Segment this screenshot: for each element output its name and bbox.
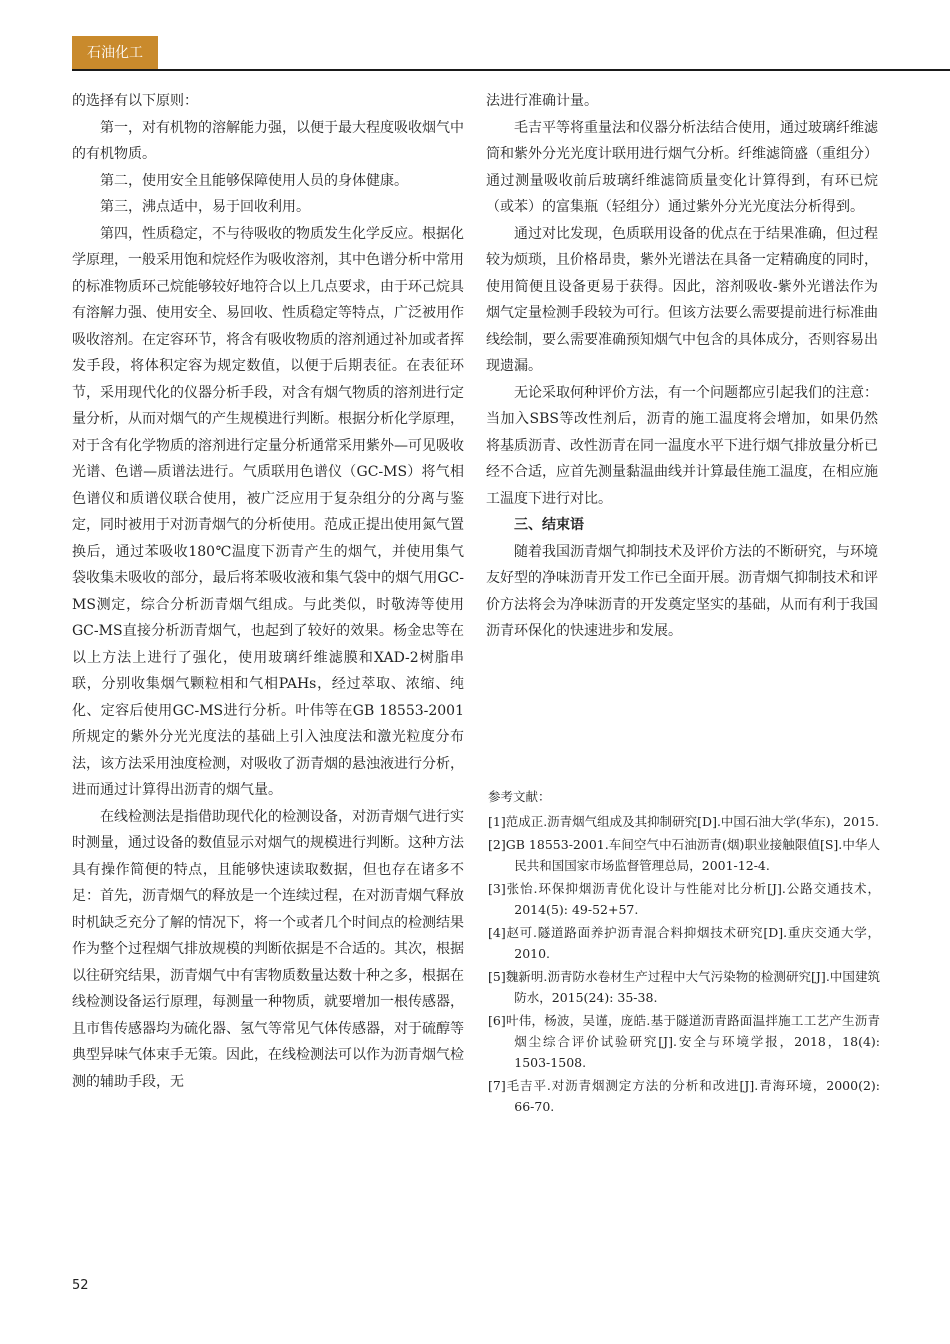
references-title: 参考文献：	[488, 789, 551, 804]
paragraph: 的选择有以下原则：	[72, 93, 198, 109]
reference-item: [7]毛吉平.对沥青烟测定方法的分析和改进[J].青海环境，2000(2): 66-70.	[488, 1078, 880, 1114]
paragraph: 在线检测法是指借助现代化的检测设备，对沥青烟气进行实时测量，通过设备的数值显示对烟气的规模进行判断。这种方法具有操作简便的特点，且能够快速读取数据，但也存在诸多不足：首先，沥青烟气的释放是一个连续过程，在对沥青烟气释放时机缺乏充分了解的情况下，将一个或者几个时间点的检测结果作为整个过程烟气排放规模的判断依据是不合适的。其次，根据以往研究结果，沥青烟气中有害物质数量达数十种之多，根据在线检测设备运行原理，每测量一种物质，就要增加一根传感器，且市售传感器均为硫化器、氢气等常见气体传感器，对于硫醇等典型异味气体束手无策。因此，在线检测法可以作为沥青烟气检测的辅助手段，无	[72, 808, 464, 1090]
page-number: 52	[72, 1278, 89, 1293]
header-rule	[72, 69, 950, 71]
paragraph: 毛吉平等将重量法和仪器分析法结合使用，通过玻璃纤维滤筒和紫外分光光度计联用进行烟气分析。纤维滤筒盛（重组分）通过测量吸收前后玻璃纤维滤筒质量变化计算得到，有环已烷（或苯）的富集瓶（轻组分）通过紫外分光光度法分析得到。	[486, 119, 878, 215]
right-text-column	[486, 88, 878, 645]
paragraph: 第一，对有机物的溶解能力强，以便于最大程度吸收烟气中的有机物质。	[72, 119, 464, 162]
section-heading: 三、结束语	[514, 517, 584, 533]
reference-item: [1]范成正.沥青烟气组成及其抑制研究[D].中国石油大学(华东)，2015.	[488, 814, 879, 829]
paragraph: 第四，性质稳定，不与待吸收的物质发生化学反应。根据化学原理，一般采用饱和烷烃作为吸收溶剂，其中色谱分析中常用的标准物质环己烷能够较好地符合以上几点要求，由于环己烷具有溶解力强、使用安全、易回收、性质稳定等特点，广泛被用作吸收溶剂。在定容环节，将含有吸收物质的溶剂通过补加或者挥发手段，将体积定容为规定数值，以便于后期表征。在表征环节，采用现代化的仪器分析手段，对含有烟气物质的溶剂进行定量分析，从而对烟气的产生规模进行判断。根据分析化学原理，对于含有化学物质的溶剂进行定量分析通常采用紫外—可见吸收光谱、色谱—质谱法进行。气质联用色谱仪（GC-MS）将气相色谱仪和质谱仪联合使用，被广泛应用于复杂组分的分离与鉴定，同时被用于对沥青烟气的分析使用。范成正提出使用氮气置换后，通过苯吸收180℃温度下沥青产生的烟气，并使用集气袋收集未吸收的部分，最后将苯吸收液和集气袋中的烟气用GC-MS测定，综合分析沥青烟气组成。与此类似，时敬涛等使用GC-MS直接分析沥青烟气，也起到了较好的效果。杨金忠等在以上方法上进行了强化，使用玻璃纤维滤膜和XAD-2树脂串联，分别收集烟气颗粒相和气相PAHs，经过萃取、浓缩、纯化、定容后使用GC-MS进行分析。叶伟等在GB 18553-2001所规定的紫外分光光度法的基础上引入浊度法和激光粒度分布法，该方法采用浊度检测，对吸收了沥青烟的悬浊液进行分析，进而通过计算得出沥青的烟气量。	[72, 225, 464, 798]
references	[488, 786, 880, 1119]
paragraph: 通过对比发现，色质联用设备的优点在于结果准确，但过程较为烦琐，且价格昂贵，紫外光谱法在具备一定精确度的同时，使用简便且设备更易于获得。因此，溶剂吸收-紫外光谱法作为烟气定量检测手段较为可行。但该方法要么需要提前进行标准曲线绘制，要么需要准确预知烟气中包含的具体成分，否则容易出现遗漏。	[486, 225, 878, 374]
paragraph: 随着我国沥青烟气抑制技术及评价方法的不断研究，与环境友好型的净味沥青开发工作已全面开展。沥青烟气抑制技术和评价方法将会为净味沥青的开发奠定坚实的基础，从而有利于我国沥青环保化的快速进步和发展。	[486, 543, 878, 639]
reference-item: [5]魏新明.沥青防水卷材生产过程中大气污染物的检测研究[J].中国建筑防水，2015(24): 35-38.	[488, 969, 880, 1005]
reference-item: [2]GB 18553-2001.车间空气中石油沥青(烟)职业接触限值[S].中华人民共和国国家市场监督管理总局，2001-12-4.	[488, 837, 880, 873]
left-text-column	[72, 88, 464, 1095]
paragraph: 第三，沸点适中，易于回收利用。	[100, 199, 310, 215]
paragraph: 法进行准确计量。	[486, 93, 598, 109]
journal-section-tab: 石油化工	[72, 36, 158, 70]
paragraph: 无论采取何种评价方法，有一个问题都应引起我们的注意：当加入SBS等改性剂后，沥青的施工温度将会增加，如果仍然将基质沥青、改性沥青在同一温度水平下进行烟气排放量分析已经不合适，应首先测量黏温曲线并计算最佳施工温度，在相应施工温度下进行对比。	[486, 384, 878, 507]
paragraph: 第二，使用安全且能够保障使用人员的身体健康。	[100, 172, 408, 189]
reference-item: [4]赵可.隧道路面养护沥青混合料抑烟技术研究[D].重庆交通大学，2010.	[488, 925, 880, 961]
reference-item: [3]张怡.环保抑烟沥青优化设计与性能对比分析[J].公路交通技术，2014(5): 49-52+57.	[488, 881, 880, 917]
reference-item: [6]叶伟，杨波，吴谨，庞皓.基于隧道沥青路面温拌施工工艺产生沥青烟尘综合评价试验研究[J].安全与环境学报，2018，18(4): 1503-1508.	[488, 1013, 880, 1070]
